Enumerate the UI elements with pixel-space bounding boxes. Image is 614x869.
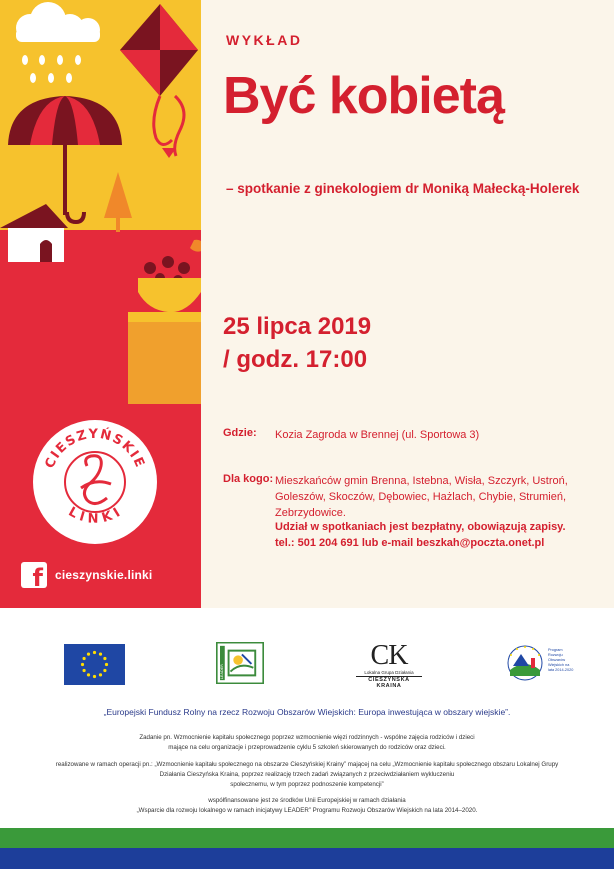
leader-text: LEADER [218, 664, 224, 680]
prow-logo-icon [505, 644, 545, 682]
event-date-time: / godz. 17:00 [223, 346, 368, 373]
event-date-day: 25 lipca 2019 [223, 313, 372, 340]
facebook-icon: f [21, 562, 47, 588]
ck-monogram: CK [370, 640, 408, 671]
task-description [0, 733, 614, 753]
ck-name: CIESZYŃSKA KRAINA [356, 676, 422, 689]
operation-line-3: społecznemu, w tym poprzez podnoszenie kompetencji” [230, 781, 384, 788]
operation-line-2: Działania Cieszyńska Kraina, poprzez realizację trzech zadań związanych z przeciwdziałaniem wykluczeniu [159, 771, 455, 778]
registration-notice [275, 519, 566, 551]
fund-statement: „Europejski Fundusz Rolny na rzecz Rozwoju Obszarów Wiejskich: Europa inwestująca w obszary wiejskie”. [103, 707, 511, 717]
contact-info[interactable]: tel.: 501 204 691 lub e-mail beszkah@poczta.onet.pl [275, 537, 545, 549]
facebook-link[interactable] [21, 562, 153, 592]
ck-logo [356, 642, 422, 689]
sponsor-logos [0, 642, 614, 692]
location-value: Kozia Zagroda w Brennej (ul. Sportowa 3) [275, 429, 480, 441]
ck-subtitle: Lokalna Grupa Działania [364, 670, 414, 675]
event-type: WYKŁAD [226, 32, 303, 48]
operation-description [0, 760, 614, 790]
task-line-1: Zadanie pn. Wzmocnienie kapitału społecznego poprzez wzmocnienie więzi rodzinnych - wspólne zajęcia rodziców i dzieci [139, 734, 475, 741]
operation-line-1: realizowane w ramach operacji pn.: „Wzmocnienie kapitału społecznego na obszarze Cieszyńskiej Krainy” mającej na celu „Wzmocnienie kapitału społecznego obszaru Lokalnej Grupy [55, 761, 559, 768]
illustration-panel [0, 0, 201, 608]
cofinancing-line-1: współfinansowane jest ze środków Unii Europejskiej w ramach działania [208, 797, 406, 804]
prow-logo-text: Program Rozwoju Obszarów Wiejskich na lata 2014-2020 [548, 648, 574, 672]
facebook-handle[interactable]: cieszynskie.linki [55, 568, 153, 582]
cofinancing-line-2: „Wsparcie dla rozwoju lokalnego w ramach inicjatywy LEADER” Programu Rozwoju Obszarów Wiejskich na lata 2014–2020. [136, 807, 478, 814]
leader-logo-icon [216, 642, 264, 684]
green-stripe [0, 828, 614, 848]
audience-value: Mieszkańców gmin Brenna, Istebna, Wisła, Szczyrk, Ustroń, Goleszów, Skoczów, Dębowiec, Hażlach, Chybie, Strumień, Zebrzydowice. [275, 475, 568, 519]
blue-stripe [0, 848, 614, 869]
event-title: Być kobietą [223, 67, 504, 125]
audience-label: Dla kogo: [223, 473, 274, 485]
eu-flag-icon [64, 644, 125, 685]
event-subtitle: – spotkanie z ginekologiem dr Moniką Małecką-Holerek [226, 181, 580, 196]
cofinancing-description [0, 796, 614, 816]
task-line-2: mające na celu organizacje i przeprowadzenie cyklu 5 szkoleń skierowanych do rodziców oraz dzieci. [168, 744, 446, 751]
bowl-icon [128, 240, 201, 404]
cieszynskie-linki-logo [31, 418, 159, 546]
registration-info: Udział w spotkaniach jest bezpłatny, obowiązują zapisy. [275, 521, 566, 533]
logo-bottom-text: LINKI [65, 504, 125, 527]
location-label: Gdzie: [223, 427, 257, 439]
logo-top-text: CIESZYŃSKIE [42, 426, 148, 471]
event-date [223, 310, 371, 376]
event-info-panel [201, 0, 614, 608]
